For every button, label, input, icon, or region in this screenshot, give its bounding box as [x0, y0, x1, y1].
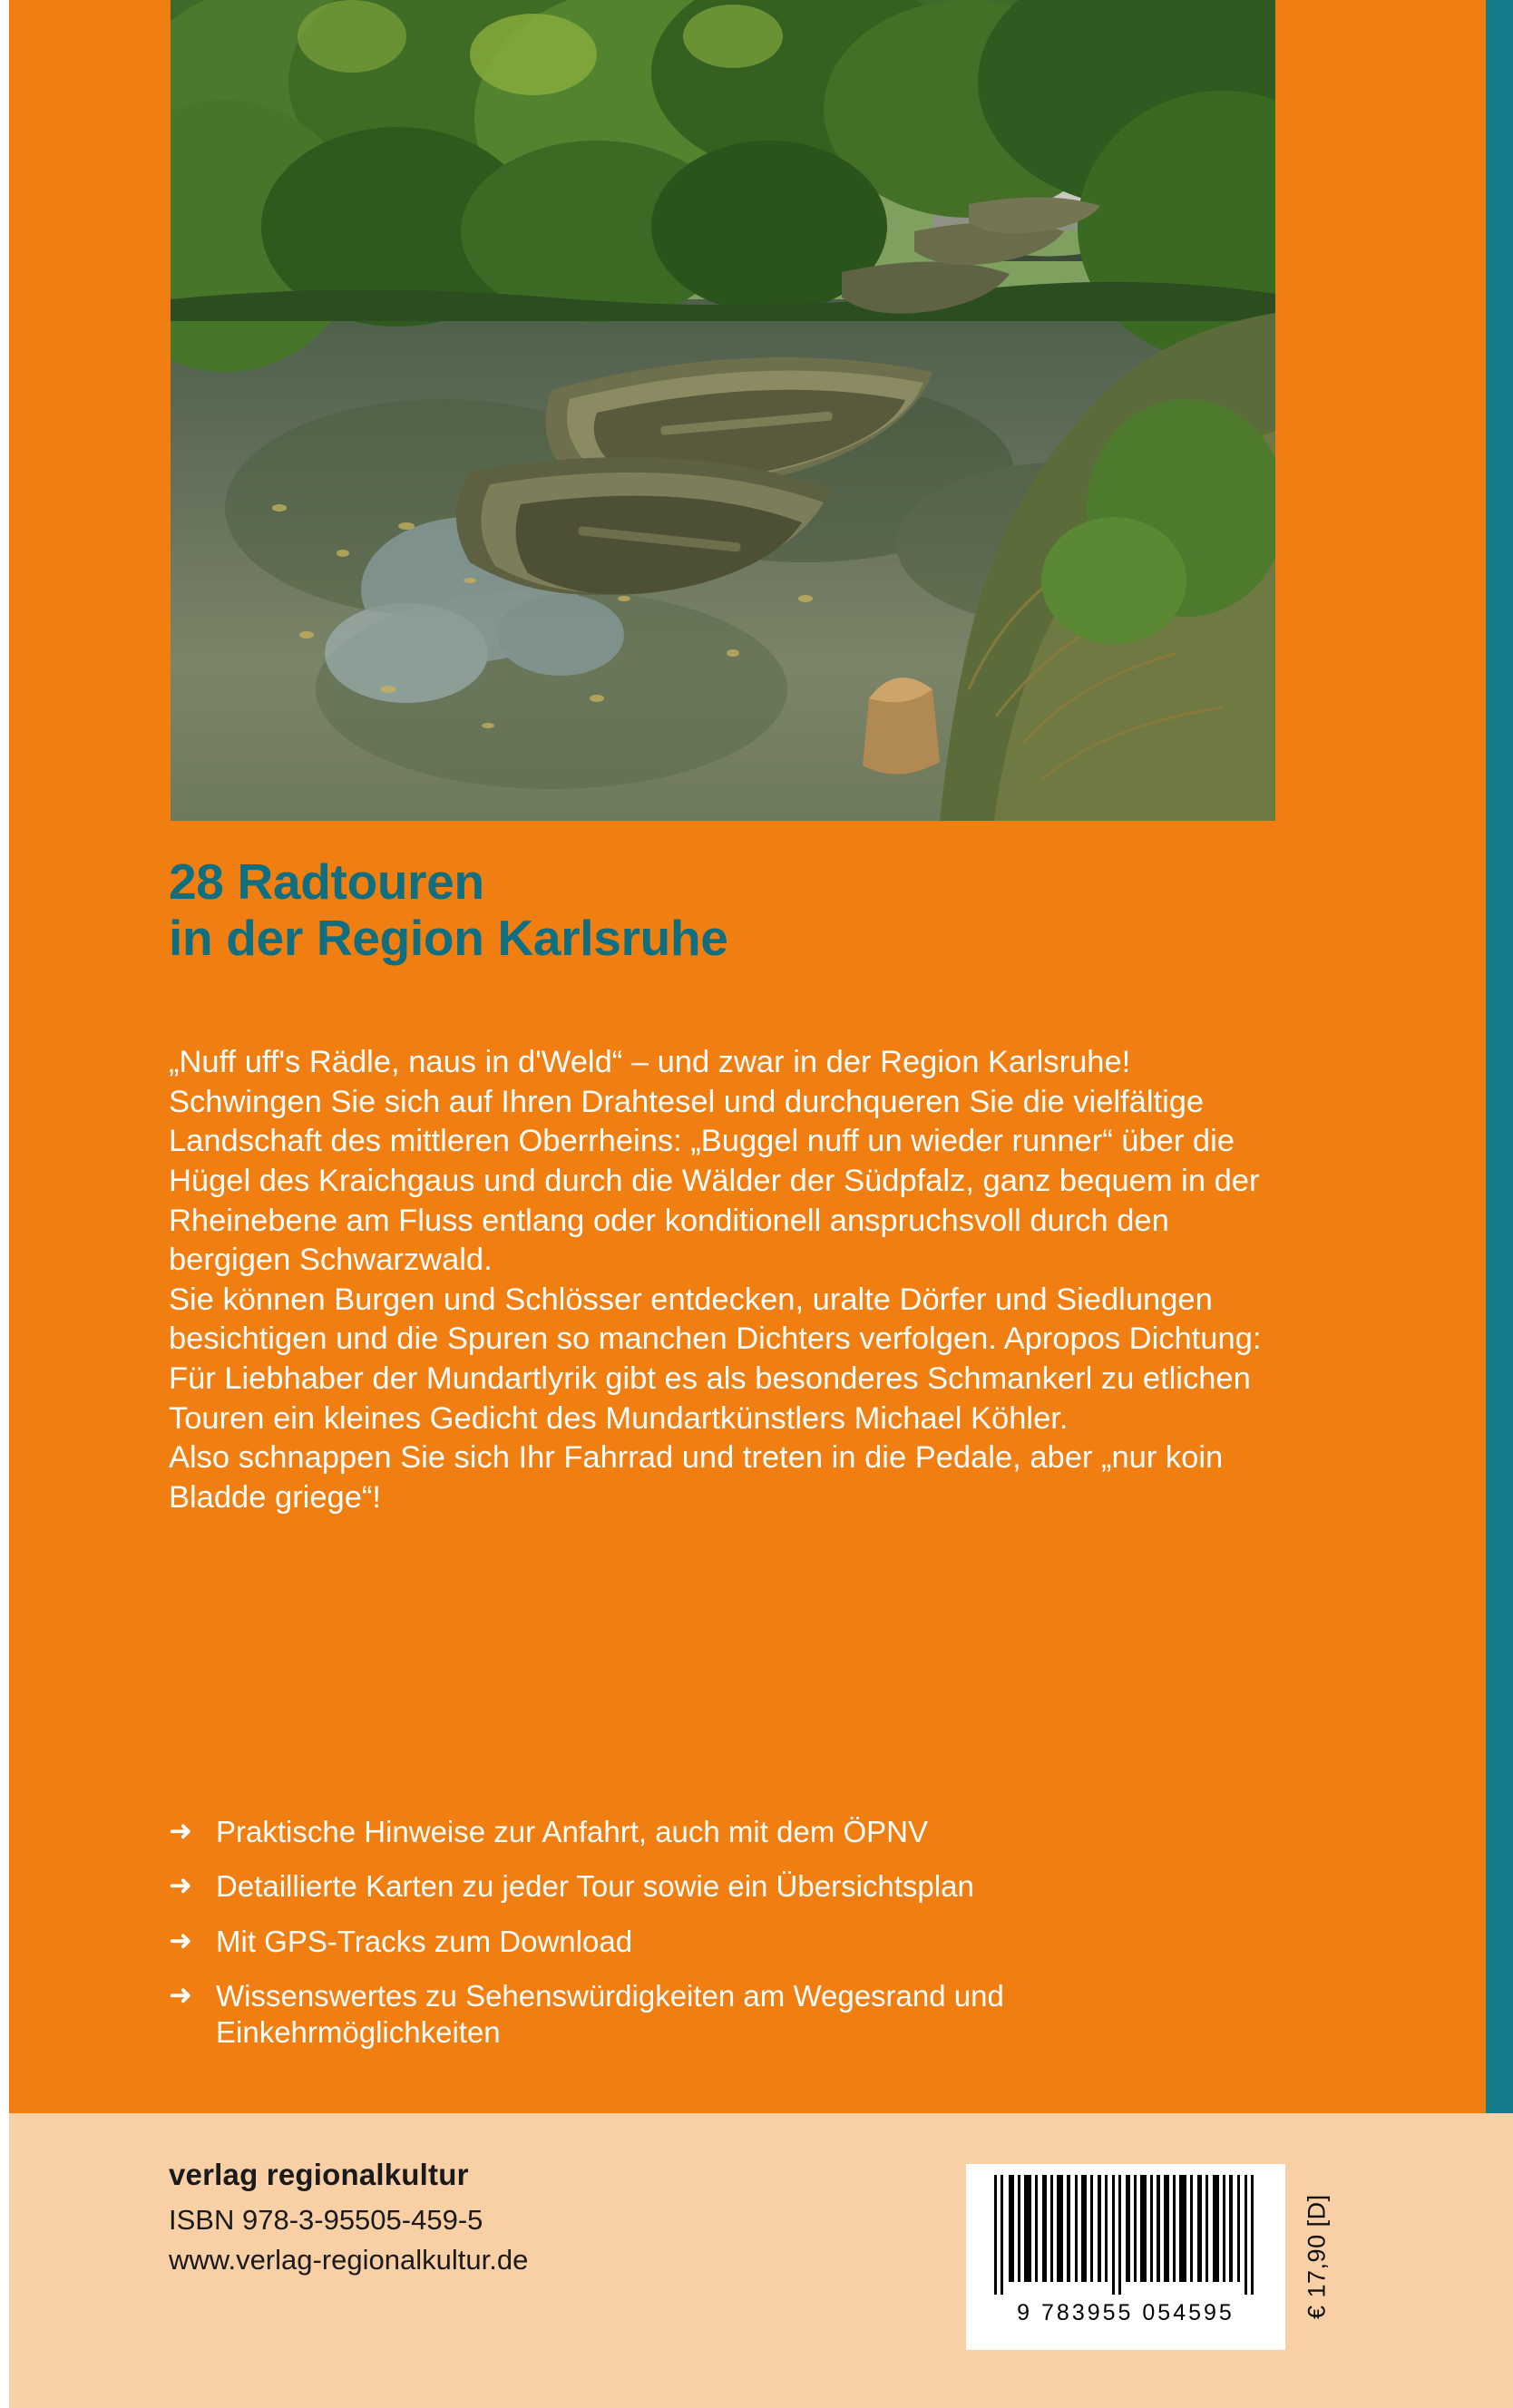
publisher-name: verlag regionalkultur — [169, 2158, 469, 2191]
barcode-digits: 9 783955 054595 — [1017, 2300, 1235, 2325]
footer-band — [9, 2113, 1486, 2408]
isbn-text: ISBN 978-3-95505-459-5 — [169, 2203, 483, 2236]
spine-strip — [0, 0, 9, 2408]
arrow-icon: ➜ — [169, 1869, 192, 1902]
list-item — [169, 1868, 1284, 1905]
list-item-label: Detaillierte Karten zu jeder Tour sowie ein Übersichtsplan — [216, 1869, 974, 1904]
list-item — [169, 1814, 1284, 1850]
arrow-icon: ➜ — [169, 1924, 192, 1956]
publisher-info — [169, 2154, 528, 2280]
description-text — [169, 1043, 1280, 1518]
cover-photo — [171, 0, 1275, 821]
title-line-1: 28 Radtouren — [169, 853, 484, 910]
feature-list — [169, 1814, 1284, 2069]
website-text[interactable]: www.verlag-regionalkultur.de — [169, 2243, 529, 2276]
title-line-2: in der Region Karlsruhe — [169, 909, 728, 966]
description-paragraph-3: Also schnappen Sie sich Ihr Fahrrad und treten in die Pedale, aber „nur koin Bladde griege“! — [169, 1440, 1224, 1516]
arrow-icon: ➜ — [169, 1978, 192, 2011]
list-item — [169, 1978, 1284, 2052]
arrow-icon: ➜ — [169, 1815, 192, 1847]
barcode-area — [966, 2164, 1347, 2350]
barcode — [966, 2164, 1285, 2350]
list-item — [169, 1924, 1284, 1960]
price-label: € 17,90 [D] — [1303, 2194, 1331, 2320]
page-title — [169, 854, 1293, 966]
barcode-bars — [981, 2171, 1270, 2298]
description-paragraph-2: Sie können Burgen und Schlösser entdecken, uralte Dörfer und Siedlungen besichtigen und die Spuren so manchen Dichters verfolgen. Apropos Dichtung: Für Liebhaber der Mundartlyrik gibt es als besonderes Schmankerl zu etlichen Touren ein kleines Gedicht des Mundartkünstlers Michael Köhler. — [169, 1282, 1262, 1436]
description-paragraph-1: „Nuff uff's Rädle, naus in d'Weld“ – und zwar in der Region Karlsruhe! Schwingen Sie sich auf Ihren Drahtesel und durchqueren Sie die vielfältige Landschaft des mittleren Oberrheins: „Buggel nuff un wieder runner“ über die Hügel des Kraichgaus und durch die Wälder der Südpfalz, ganz bequem in der Rheinebene am Fluss entlang oder konditionell anspruchsvoll durch den bergigen Schwarzwald. — [169, 1045, 1260, 1278]
list-item-label: Wissenswertes zu Sehenswürdigkeiten am Wegesrand und Einkehrmöglichkeiten — [216, 1978, 1004, 2049]
list-item-label: Praktische Hinweise zur Anfahrt, auch mit dem ÖPNV — [216, 1815, 928, 1848]
right-lower-strip — [1486, 2113, 1513, 2408]
right-teal-strip — [1486, 0, 1513, 2113]
list-item-label: Mit GPS-Tracks zum Download — [216, 1924, 633, 1958]
